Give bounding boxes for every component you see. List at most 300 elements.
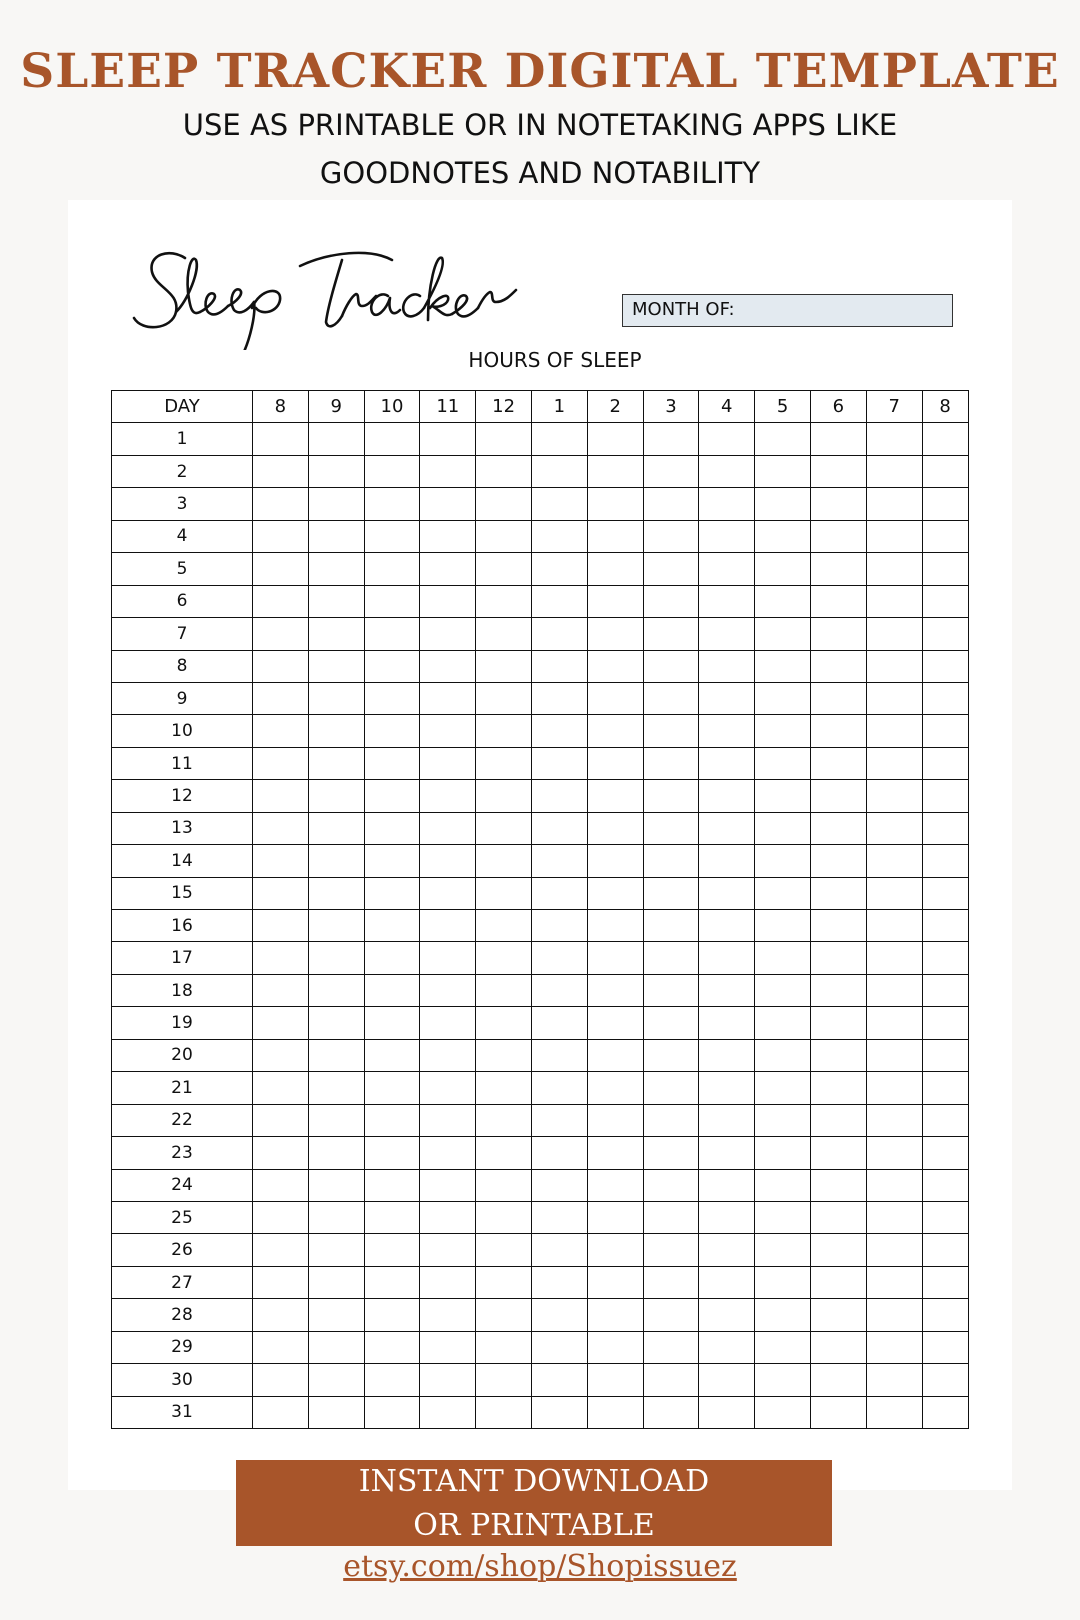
- sleep-cell[interactable]: [755, 1234, 811, 1266]
- sleep-cell[interactable]: [364, 1169, 420, 1201]
- sleep-cell[interactable]: [922, 553, 968, 585]
- sleep-cell[interactable]: [364, 780, 420, 812]
- sleep-cell[interactable]: [587, 585, 643, 617]
- sleep-cell[interactable]: [866, 1137, 922, 1169]
- sleep-cell[interactable]: [810, 488, 866, 520]
- sleep-cell[interactable]: [922, 780, 968, 812]
- sleep-cell[interactable]: [643, 1331, 699, 1363]
- sleep-cell[interactable]: [922, 1364, 968, 1396]
- sleep-cell[interactable]: [308, 877, 364, 909]
- sleep-cell[interactable]: [922, 1072, 968, 1104]
- sleep-cell[interactable]: [699, 618, 755, 650]
- sleep-cell[interactable]: [755, 877, 811, 909]
- sleep-cell[interactable]: [922, 910, 968, 942]
- sleep-cell[interactable]: [587, 455, 643, 487]
- sleep-cell[interactable]: [364, 877, 420, 909]
- sleep-cell[interactable]: [420, 845, 476, 877]
- sleep-cell[interactable]: [755, 780, 811, 812]
- sleep-cell[interactable]: [866, 910, 922, 942]
- sleep-cell[interactable]: [253, 1331, 309, 1363]
- sleep-cell[interactable]: [587, 488, 643, 520]
- sleep-cell[interactable]: [531, 650, 587, 682]
- sleep-cell[interactable]: [587, 1201, 643, 1233]
- sleep-cell[interactable]: [420, 682, 476, 714]
- month-of-field[interactable]: MONTH OF:: [622, 294, 953, 327]
- sleep-cell[interactable]: [308, 1266, 364, 1298]
- sleep-cell[interactable]: [364, 1039, 420, 1071]
- sleep-cell[interactable]: [810, 553, 866, 585]
- sleep-cell[interactable]: [587, 910, 643, 942]
- sleep-cell[interactable]: [308, 455, 364, 487]
- sleep-cell[interactable]: [420, 520, 476, 552]
- sleep-cell[interactable]: [420, 1201, 476, 1233]
- sleep-cell[interactable]: [531, 1104, 587, 1136]
- sleep-cell[interactable]: [253, 585, 309, 617]
- sleep-cell[interactable]: [476, 1299, 532, 1331]
- sleep-cell[interactable]: [476, 682, 532, 714]
- sleep-cell[interactable]: [420, 455, 476, 487]
- sleep-cell[interactable]: [699, 1039, 755, 1071]
- sleep-cell[interactable]: [587, 1266, 643, 1298]
- sleep-cell[interactable]: [420, 1331, 476, 1363]
- sleep-cell[interactable]: [308, 488, 364, 520]
- sleep-cell[interactable]: [810, 780, 866, 812]
- sleep-cell[interactable]: [364, 1234, 420, 1266]
- sleep-cell[interactable]: [420, 942, 476, 974]
- sleep-cell[interactable]: [531, 1364, 587, 1396]
- sleep-cell[interactable]: [420, 1104, 476, 1136]
- sleep-cell[interactable]: [476, 1201, 532, 1233]
- sleep-cell[interactable]: [364, 715, 420, 747]
- sleep-cell[interactable]: [420, 1007, 476, 1039]
- sleep-cell[interactable]: [810, 1396, 866, 1428]
- sleep-cell[interactable]: [810, 520, 866, 552]
- sleep-cell[interactable]: [643, 974, 699, 1006]
- sleep-cell[interactable]: [643, 715, 699, 747]
- sleep-cell[interactable]: [643, 747, 699, 779]
- sleep-cell[interactable]: [755, 1364, 811, 1396]
- sleep-cell[interactable]: [420, 974, 476, 1006]
- sleep-cell[interactable]: [755, 1007, 811, 1039]
- sleep-cell[interactable]: [531, 780, 587, 812]
- sleep-cell[interactable]: [699, 1396, 755, 1428]
- sleep-cell[interactable]: [587, 553, 643, 585]
- sleep-cell[interactable]: [308, 974, 364, 1006]
- sleep-cell[interactable]: [755, 585, 811, 617]
- sleep-cell[interactable]: [866, 1104, 922, 1136]
- sleep-cell[interactable]: [699, 747, 755, 779]
- sleep-cell[interactable]: [922, 942, 968, 974]
- sleep-cell[interactable]: [531, 1396, 587, 1428]
- sleep-cell[interactable]: [922, 1299, 968, 1331]
- sleep-cell[interactable]: [866, 455, 922, 487]
- sleep-cell[interactable]: [420, 1039, 476, 1071]
- sleep-cell[interactable]: [643, 877, 699, 909]
- sleep-cell[interactable]: [531, 1137, 587, 1169]
- sleep-cell[interactable]: [922, 1201, 968, 1233]
- sleep-cell[interactable]: [253, 910, 309, 942]
- sleep-cell[interactable]: [253, 1169, 309, 1201]
- sleep-cell[interactable]: [810, 1266, 866, 1298]
- sleep-cell[interactable]: [643, 1039, 699, 1071]
- sleep-cell[interactable]: [308, 650, 364, 682]
- sleep-cell[interactable]: [922, 618, 968, 650]
- sleep-cell[interactable]: [531, 1234, 587, 1266]
- sleep-cell[interactable]: [810, 747, 866, 779]
- sleep-cell[interactable]: [364, 910, 420, 942]
- sleep-cell[interactable]: [755, 1266, 811, 1298]
- sleep-cell[interactable]: [308, 682, 364, 714]
- sleep-cell[interactable]: [922, 845, 968, 877]
- sleep-cell[interactable]: [643, 1396, 699, 1428]
- sleep-cell[interactable]: [364, 974, 420, 1006]
- sleep-cell[interactable]: [531, 682, 587, 714]
- sleep-cell[interactable]: [699, 520, 755, 552]
- sleep-cell[interactable]: [866, 1039, 922, 1071]
- sleep-cell[interactable]: [253, 845, 309, 877]
- sleep-cell[interactable]: [922, 877, 968, 909]
- sleep-cell[interactable]: [755, 747, 811, 779]
- sleep-cell[interactable]: [476, 488, 532, 520]
- sleep-cell[interactable]: [364, 1266, 420, 1298]
- sleep-cell[interactable]: [531, 1331, 587, 1363]
- sleep-cell[interactable]: [866, 1299, 922, 1331]
- sleep-cell[interactable]: [922, 1234, 968, 1266]
- sleep-cell[interactable]: [420, 1266, 476, 1298]
- sleep-cell[interactable]: [308, 1299, 364, 1331]
- sleep-cell[interactable]: [866, 942, 922, 974]
- sleep-cell[interactable]: [922, 682, 968, 714]
- sleep-cell[interactable]: [364, 1299, 420, 1331]
- sleep-cell[interactable]: [810, 585, 866, 617]
- sleep-cell[interactable]: [420, 1299, 476, 1331]
- sleep-cell[interactable]: [364, 650, 420, 682]
- sleep-cell[interactable]: [866, 520, 922, 552]
- sleep-cell[interactable]: [476, 1331, 532, 1363]
- sleep-cell[interactable]: [364, 1137, 420, 1169]
- sleep-cell[interactable]: [308, 1007, 364, 1039]
- sleep-cell[interactable]: [531, 553, 587, 585]
- sleep-cell[interactable]: [866, 585, 922, 617]
- sleep-cell[interactable]: [476, 1072, 532, 1104]
- sleep-cell[interactable]: [587, 974, 643, 1006]
- sleep-cell[interactable]: [253, 747, 309, 779]
- sleep-cell[interactable]: [866, 1201, 922, 1233]
- sleep-cell[interactable]: [253, 1364, 309, 1396]
- sleep-cell[interactable]: [922, 585, 968, 617]
- sleep-cell[interactable]: [755, 1039, 811, 1071]
- sleep-cell[interactable]: [476, 618, 532, 650]
- sleep-cell[interactable]: [308, 1169, 364, 1201]
- sleep-cell[interactable]: [531, 1072, 587, 1104]
- sleep-cell[interactable]: [699, 877, 755, 909]
- sleep-cell[interactable]: [476, 650, 532, 682]
- sleep-cell[interactable]: [866, 682, 922, 714]
- sleep-cell[interactable]: [755, 910, 811, 942]
- sleep-cell[interactable]: [922, 1104, 968, 1136]
- sleep-cell[interactable]: [755, 618, 811, 650]
- sleep-cell[interactable]: [810, 1331, 866, 1363]
- sleep-cell[interactable]: [699, 715, 755, 747]
- sleep-cell[interactable]: [810, 877, 866, 909]
- sleep-cell[interactable]: [308, 910, 364, 942]
- sleep-cell[interactable]: [587, 650, 643, 682]
- sleep-cell[interactable]: [587, 942, 643, 974]
- sleep-cell[interactable]: [810, 455, 866, 487]
- sleep-cell[interactable]: [699, 780, 755, 812]
- sleep-cell[interactable]: [810, 1104, 866, 1136]
- sleep-cell[interactable]: [643, 1266, 699, 1298]
- sleep-cell[interactable]: [643, 1007, 699, 1039]
- sleep-cell[interactable]: [587, 423, 643, 455]
- sleep-cell[interactable]: [364, 618, 420, 650]
- sleep-cell[interactable]: [755, 1299, 811, 1331]
- sleep-cell[interactable]: [420, 650, 476, 682]
- sleep-cell[interactable]: [364, 585, 420, 617]
- sleep-cell[interactable]: [699, 585, 755, 617]
- sleep-cell[interactable]: [643, 488, 699, 520]
- sleep-cell[interactable]: [922, 1331, 968, 1363]
- sleep-cell[interactable]: [810, 423, 866, 455]
- sleep-cell[interactable]: [643, 1104, 699, 1136]
- sleep-cell[interactable]: [587, 1104, 643, 1136]
- sleep-cell[interactable]: [866, 715, 922, 747]
- sleep-cell[interactable]: [364, 1396, 420, 1428]
- sleep-cell[interactable]: [531, 942, 587, 974]
- sleep-cell[interactable]: [587, 1007, 643, 1039]
- sleep-cell[interactable]: [253, 877, 309, 909]
- sleep-cell[interactable]: [364, 455, 420, 487]
- sleep-cell[interactable]: [531, 974, 587, 1006]
- sleep-cell[interactable]: [587, 715, 643, 747]
- sleep-cell[interactable]: [476, 974, 532, 1006]
- sleep-cell[interactable]: [420, 1396, 476, 1428]
- sleep-cell[interactable]: [531, 455, 587, 487]
- sleep-cell[interactable]: [699, 488, 755, 520]
- sleep-cell[interactable]: [587, 1331, 643, 1363]
- sleep-cell[interactable]: [699, 845, 755, 877]
- sleep-cell[interactable]: [699, 455, 755, 487]
- sleep-cell[interactable]: [420, 1234, 476, 1266]
- sleep-cell[interactable]: [866, 845, 922, 877]
- shop-link[interactable]: etsy.com/shop/Shopissuez: [343, 1549, 737, 1584]
- sleep-cell[interactable]: [866, 488, 922, 520]
- sleep-cell[interactable]: [587, 1137, 643, 1169]
- sleep-cell[interactable]: [810, 1299, 866, 1331]
- sleep-cell[interactable]: [420, 1137, 476, 1169]
- sleep-cell[interactable]: [866, 553, 922, 585]
- sleep-cell[interactable]: [253, 1137, 309, 1169]
- sleep-cell[interactable]: [253, 1266, 309, 1298]
- sleep-cell[interactable]: [364, 1007, 420, 1039]
- sleep-cell[interactable]: [810, 942, 866, 974]
- sleep-cell[interactable]: [922, 423, 968, 455]
- sleep-cell[interactable]: [476, 1266, 532, 1298]
- sleep-cell[interactable]: [420, 812, 476, 844]
- sleep-cell[interactable]: [755, 715, 811, 747]
- sleep-cell[interactable]: [643, 650, 699, 682]
- sleep-cell[interactable]: [364, 1201, 420, 1233]
- sleep-cell[interactable]: [308, 780, 364, 812]
- sleep-cell[interactable]: [922, 715, 968, 747]
- sleep-cell[interactable]: [922, 812, 968, 844]
- sleep-cell[interactable]: [810, 1364, 866, 1396]
- sleep-cell[interactable]: [866, 1007, 922, 1039]
- sleep-cell[interactable]: [866, 1169, 922, 1201]
- sleep-cell[interactable]: [253, 553, 309, 585]
- sleep-cell[interactable]: [253, 618, 309, 650]
- sleep-cell[interactable]: [810, 812, 866, 844]
- sleep-cell[interactable]: [699, 682, 755, 714]
- sleep-cell[interactable]: [643, 520, 699, 552]
- sleep-cell[interactable]: [531, 488, 587, 520]
- sleep-cell[interactable]: [364, 488, 420, 520]
- sleep-cell[interactable]: [253, 812, 309, 844]
- sleep-cell[interactable]: [755, 974, 811, 1006]
- sleep-cell[interactable]: [643, 910, 699, 942]
- sleep-cell[interactable]: [531, 1169, 587, 1201]
- sleep-cell[interactable]: [420, 715, 476, 747]
- sleep-cell[interactable]: [253, 520, 309, 552]
- sleep-cell[interactable]: [643, 455, 699, 487]
- sleep-cell[interactable]: [643, 1234, 699, 1266]
- sleep-cell[interactable]: [420, 1169, 476, 1201]
- sleep-cell[interactable]: [308, 715, 364, 747]
- sleep-cell[interactable]: [866, 1234, 922, 1266]
- sleep-cell[interactable]: [308, 1104, 364, 1136]
- sleep-cell[interactable]: [476, 1396, 532, 1428]
- sleep-cell[interactable]: [308, 423, 364, 455]
- sleep-cell[interactable]: [810, 1072, 866, 1104]
- sleep-cell[interactable]: [476, 1104, 532, 1136]
- sleep-cell[interactable]: [364, 1072, 420, 1104]
- sleep-cell[interactable]: [308, 1331, 364, 1363]
- sleep-cell[interactable]: [420, 1364, 476, 1396]
- sleep-cell[interactable]: [866, 1396, 922, 1428]
- sleep-cell[interactable]: [308, 618, 364, 650]
- sleep-cell[interactable]: [531, 1007, 587, 1039]
- sleep-cell[interactable]: [364, 1364, 420, 1396]
- sleep-cell[interactable]: [643, 1299, 699, 1331]
- sleep-cell[interactable]: [308, 1039, 364, 1071]
- sleep-cell[interactable]: [699, 910, 755, 942]
- sleep-cell[interactable]: [476, 1007, 532, 1039]
- sleep-cell[interactable]: [755, 812, 811, 844]
- sleep-cell[interactable]: [531, 585, 587, 617]
- sleep-cell[interactable]: [866, 780, 922, 812]
- sleep-cell[interactable]: [866, 1364, 922, 1396]
- sleep-cell[interactable]: [755, 455, 811, 487]
- sleep-cell[interactable]: [308, 1137, 364, 1169]
- sleep-cell[interactable]: [587, 618, 643, 650]
- sleep-cell[interactable]: [531, 618, 587, 650]
- sleep-cell[interactable]: [476, 780, 532, 812]
- sleep-cell[interactable]: [308, 520, 364, 552]
- sleep-cell[interactable]: [866, 877, 922, 909]
- sleep-cell[interactable]: [364, 553, 420, 585]
- sleep-cell[interactable]: [866, 1266, 922, 1298]
- sleep-cell[interactable]: [476, 812, 532, 844]
- sleep-cell[interactable]: [922, 1039, 968, 1071]
- sleep-cell[interactable]: [253, 715, 309, 747]
- sleep-cell[interactable]: [308, 1364, 364, 1396]
- sleep-cell[interactable]: [755, 1137, 811, 1169]
- sleep-cell[interactable]: [420, 585, 476, 617]
- sleep-cell[interactable]: [476, 553, 532, 585]
- sleep-cell[interactable]: [699, 423, 755, 455]
- sleep-cell[interactable]: [476, 1137, 532, 1169]
- sleep-cell[interactable]: [922, 1169, 968, 1201]
- sleep-cell[interactable]: [253, 780, 309, 812]
- sleep-cell[interactable]: [587, 1396, 643, 1428]
- sleep-cell[interactable]: [364, 845, 420, 877]
- sleep-cell[interactable]: [922, 488, 968, 520]
- sleep-cell[interactable]: [643, 1169, 699, 1201]
- sleep-cell[interactable]: [364, 812, 420, 844]
- sleep-cell[interactable]: [476, 1039, 532, 1071]
- sleep-cell[interactable]: [253, 650, 309, 682]
- sleep-cell[interactable]: [922, 1007, 968, 1039]
- sleep-cell[interactable]: [643, 1072, 699, 1104]
- sleep-cell[interactable]: [699, 650, 755, 682]
- sleep-cell[interactable]: [699, 1299, 755, 1331]
- sleep-cell[interactable]: [308, 585, 364, 617]
- sleep-cell[interactable]: [810, 715, 866, 747]
- sleep-cell[interactable]: [476, 747, 532, 779]
- sleep-cell[interactable]: [755, 1201, 811, 1233]
- sleep-cell[interactable]: [531, 520, 587, 552]
- sleep-cell[interactable]: [755, 1396, 811, 1428]
- sleep-cell[interactable]: [755, 650, 811, 682]
- sleep-cell[interactable]: [755, 553, 811, 585]
- sleep-cell[interactable]: [866, 618, 922, 650]
- sleep-cell[interactable]: [643, 585, 699, 617]
- sleep-cell[interactable]: [699, 1137, 755, 1169]
- sleep-cell[interactable]: [587, 1169, 643, 1201]
- sleep-cell[interactable]: [476, 1169, 532, 1201]
- sleep-cell[interactable]: [755, 942, 811, 974]
- sleep-cell[interactable]: [922, 974, 968, 1006]
- sleep-cell[interactable]: [476, 845, 532, 877]
- sleep-cell[interactable]: [643, 1137, 699, 1169]
- sleep-cell[interactable]: [420, 618, 476, 650]
- sleep-cell[interactable]: [587, 845, 643, 877]
- sleep-cell[interactable]: [253, 1396, 309, 1428]
- sleep-cell[interactable]: [587, 1364, 643, 1396]
- sleep-cell[interactable]: [810, 974, 866, 1006]
- sleep-cell[interactable]: [643, 845, 699, 877]
- sleep-cell[interactable]: [866, 1072, 922, 1104]
- sleep-cell[interactable]: [922, 455, 968, 487]
- sleep-cell[interactable]: [308, 942, 364, 974]
- sleep-cell[interactable]: [476, 1364, 532, 1396]
- sleep-cell[interactable]: [476, 455, 532, 487]
- sleep-cell[interactable]: [364, 1104, 420, 1136]
- sleep-cell[interactable]: [531, 812, 587, 844]
- sleep-cell[interactable]: [531, 1039, 587, 1071]
- sleep-cell[interactable]: [699, 553, 755, 585]
- sleep-cell[interactable]: [531, 1266, 587, 1298]
- sleep-cell[interactable]: [866, 650, 922, 682]
- sleep-cell[interactable]: [699, 1169, 755, 1201]
- sleep-cell[interactable]: [253, 974, 309, 1006]
- sleep-cell[interactable]: [587, 520, 643, 552]
- sleep-cell[interactable]: [587, 812, 643, 844]
- sleep-cell[interactable]: [420, 877, 476, 909]
- sleep-cell[interactable]: [699, 1007, 755, 1039]
- sleep-cell[interactable]: [476, 910, 532, 942]
- sleep-cell[interactable]: [587, 747, 643, 779]
